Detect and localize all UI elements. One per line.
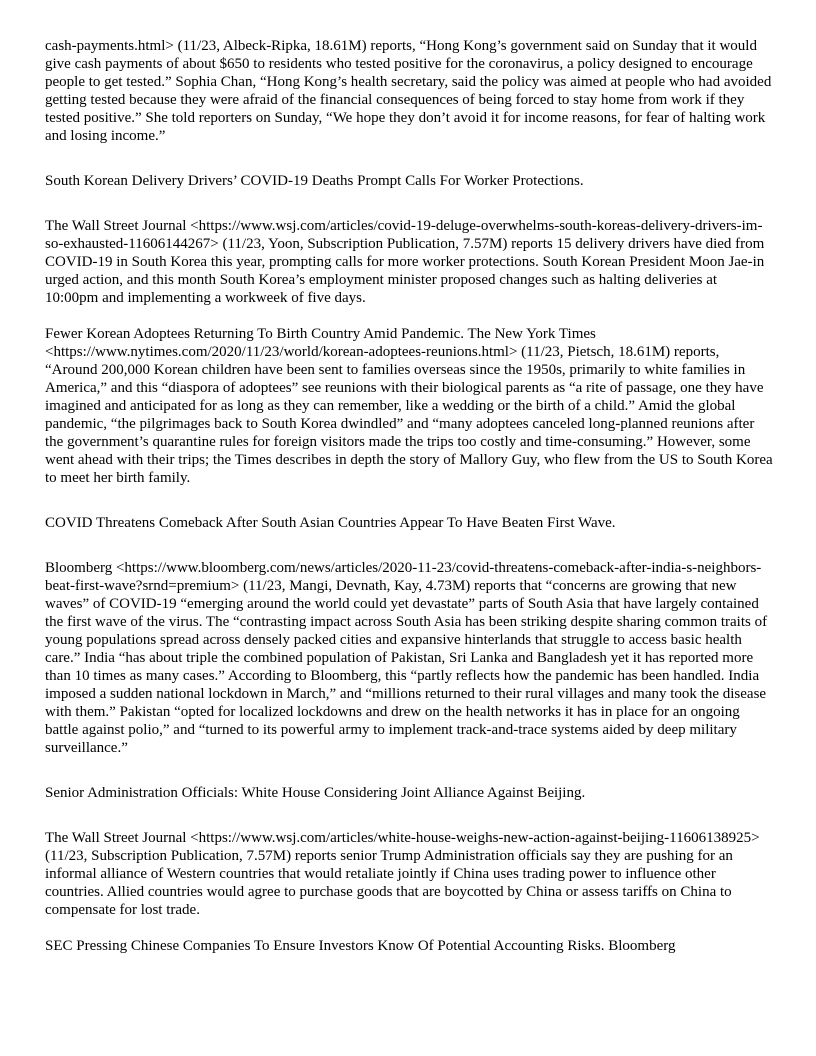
korean-adoptees-paragraph: Fewer Korean Adoptees Returning To Birth Country Amid Pandemic. The New York Times <https://www.nytimes.com/2020/11/23/world/korean-adoptees-reunions.html> (11/23, Pietsch, 18.61M) reports, “Around 200,000 Korean children have been sent to families overseas since the 1950s, primarily to white families in America,” and this “diaspora of adoptees” see reunions with their biological parents as “a rite of passage, one they have imagined and anticipated for as long as they can remember, like a wedding or the birth of a child.” Amid the global pandemic, “the pilgrimages back to South Korea dwindled” and “many adoptees canceled long-planned reunions after the government’s quarantine rules for foreign visitors made the trips too costly and time-consuming.” However, some went ahead with their trips; the Times describes in depth the story of Mallory Guy, who flew from the US to South Korea to meet her birth family. xyxy=(45,326,773,486)
white-house-alliance-headline: Senior Administration Officials: White House Considering Joint Alliance Against Beijing. xyxy=(45,785,586,801)
sec-chinese-companies-paragraph: SEC Pressing Chinese Companies To Ensure Investors Know Of Potential Accounting Risks. Bloomberg xyxy=(45,938,676,954)
wsj-beijing-alliance-paragraph: The Wall Street Journal <https://www.wsj.com/articles/white-house-weighs-new-action-against-beijing-11606138925> (11/23, Subscription Publication, 7.57M) reports senior Trump Administration officials say they are pushing for an informal alliance of Western countries that would retaliate jointly if China uses trading power to influence other countries. Allied countries would agree to purchase goods that are boycotted by China or assess tariffs on China to compensate for lost trade. xyxy=(45,830,760,918)
wsj-delivery-drivers-paragraph: The Wall Street Journal <https://www.wsj.com/articles/covid-19-deluge-overwhelms-south-koreas-delivery-drivers-im-so-exhausted-11606144267> (11/23, Yoon, Subscription Publication, 7.57M) reports 15 delivery drivers have died from COVID-19 in South Korea this year, prompting calls for more worker protections. South Korean President Moon Jae-in urged action, and this month South Korea’s employment minister proposed changes such as halting deliveries at 10:00pm and implementing a workweek of five days. xyxy=(45,218,765,306)
document-page xyxy=(45,37,773,955)
hong-kong-cash-payments-paragraph: cash-payments.html> (11/23, Albeck-Ripka, 18.61M) reports, “Hong Kong’s government said on Sunday that it would give cash payments of about $650 to residents who tested positive for the coronavirus, a policy designed to encourage people to get tested.” Sophia Chan, “Hong Kong’s health secretary, said the policy was aimed at people who had avoided getting tested because they were afraid of the financial consequences of being forced to stay home from work if they tested positive.” She told reporters on Sunday, “We hope they don’t avoid it for income reasons, for fear of halting work and losing income.” xyxy=(45,38,772,144)
south-asia-covid-headline: COVID Threatens Comeback After South Asian Countries Appear To Have Beaten First Wave. xyxy=(45,515,616,531)
bloomberg-south-asia-paragraph: Bloomberg <https://www.bloomberg.com/news/articles/2020-11-23/covid-threatens-comeback-after-india-s-neighbors-beat-first-wave?srnd=premium> (11/23, Mangi, Devnath, Kay, 4.73M) reports that “concerns are growing that new waves” of COVID-19 “emerging around the world could yet devastate” parts of South Asia that have largely contained the first wave of the virus. The “contrasting impact across South Asia has been striking despite sharing common traits of young populations spread across densely packed cities and expansive hinterlands that struggle to access basic health care.” India “has about triple the combined population of Pakistan, Sri Lanka and Bangladesh yet it has reported more than 10 times as many cases.” According to Bloomberg, this “partly reflects how the pandemic has been handled. India imposed a sudden national lockdown in March,” and “millions returned to their rural villages and many took the disease with them.” Pakistan “opted for localized lockdowns and drew on the health networks it has in place for an ongoing battle against polio,” and “turned to its powerful army to implement track-and-trace systems aided by deep military surveillance.” xyxy=(45,560,768,756)
south-korea-delivery-drivers-headline: South Korean Delivery Drivers’ COVID-19 Deaths Prompt Calls For Worker Protections. xyxy=(45,173,584,189)
